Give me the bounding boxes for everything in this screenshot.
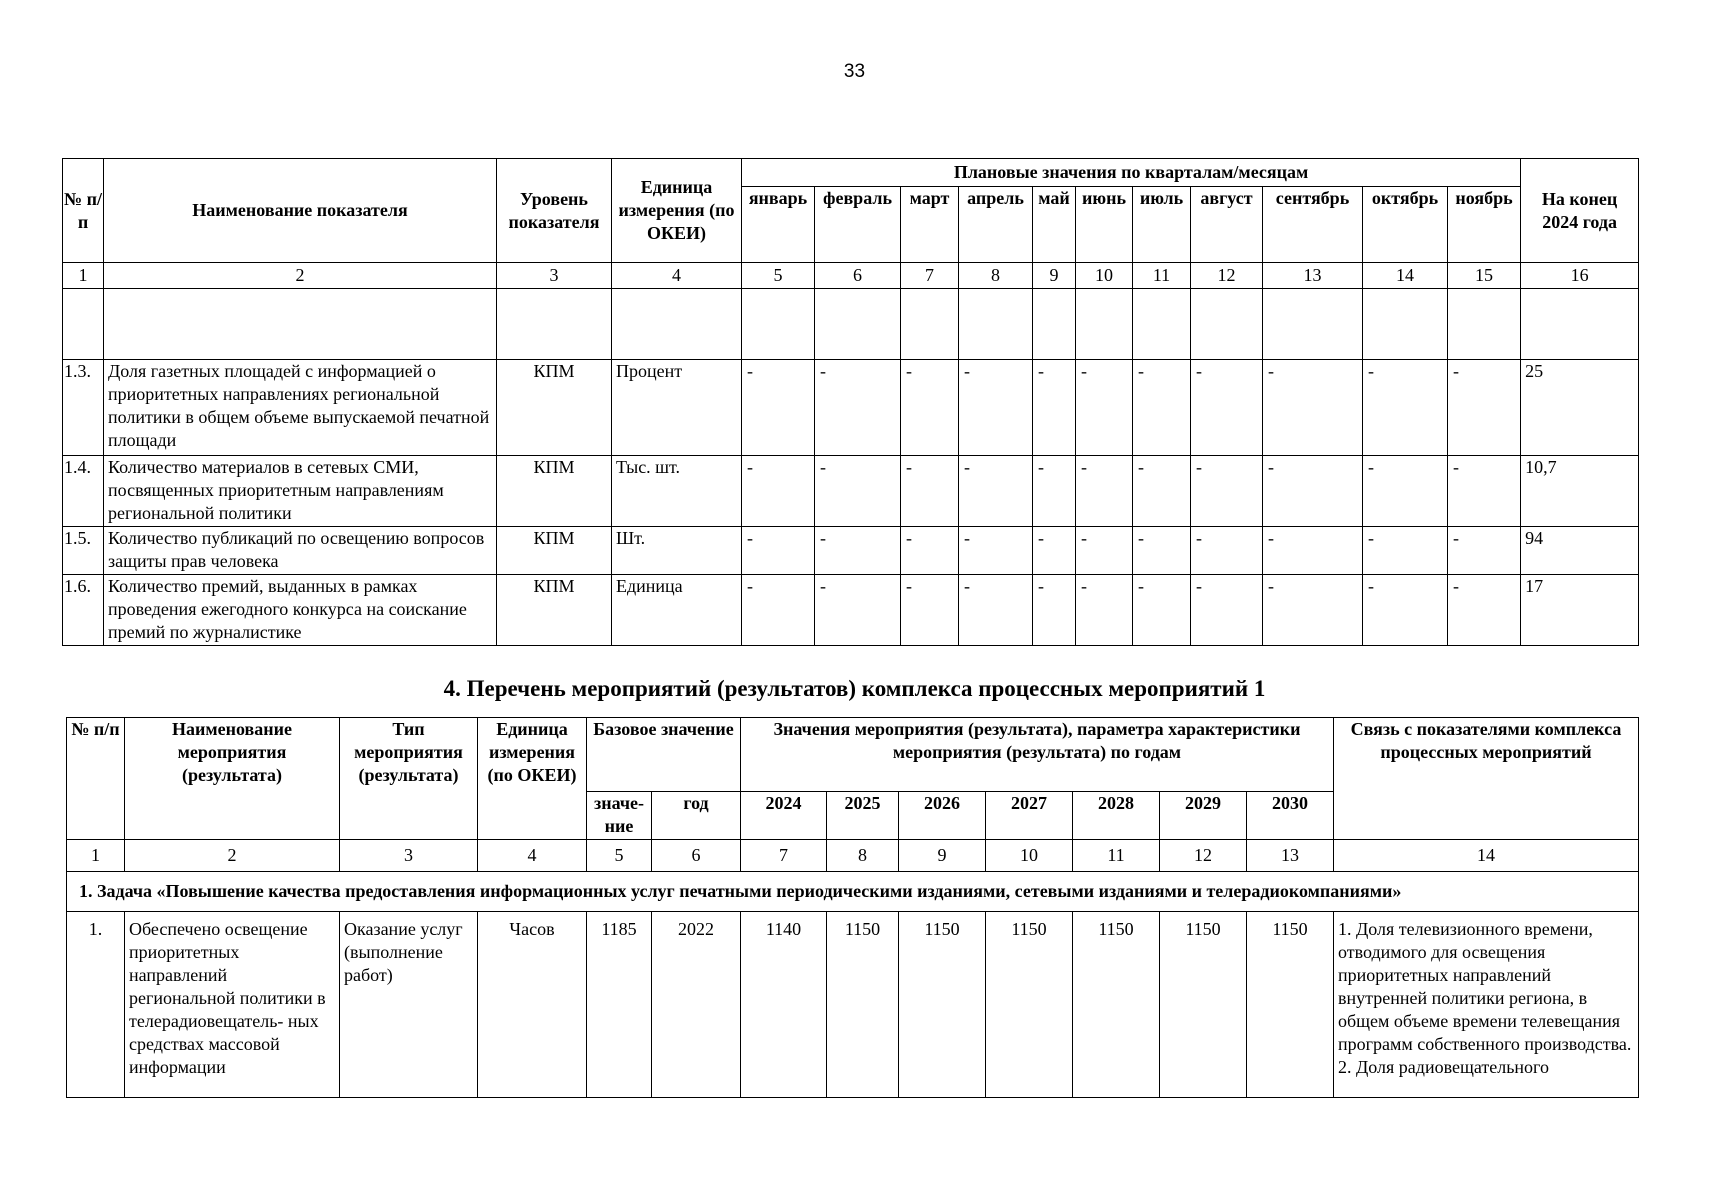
month-value: - — [1363, 575, 1448, 646]
month-value: - — [1191, 456, 1263, 527]
row-type: Оказание услуг (выполнение работ) — [340, 912, 478, 1098]
column-number: 3 — [497, 263, 612, 289]
month-value: - — [1448, 527, 1521, 575]
column-number: 12 — [1160, 840, 1247, 872]
year-value: 1150 — [1247, 912, 1334, 1098]
month-value: - — [1191, 575, 1263, 646]
header-month: январь — [742, 187, 815, 263]
row-link: 1. Доля телевизионного времени, отводимого для освещения приоритетных направлений внутренней политики региона, в общем объеме времени телевещания программ собственного производства. 2. Доля радиовещательного — [1334, 912, 1639, 1098]
column-number: 11 — [1133, 263, 1191, 289]
month-value: - — [742, 575, 815, 646]
month-value: - — [1076, 575, 1133, 646]
section-title: 4. Перечень мероприятий (результатов) комплекса процессных мероприятий 1 — [443, 676, 1266, 701]
month-value: - — [1191, 360, 1263, 456]
month-value: - — [959, 360, 1033, 456]
header-num: № п/п — [63, 159, 104, 263]
month-value: - — [815, 360, 901, 456]
month-value: - — [742, 527, 815, 575]
month-value: - — [901, 360, 959, 456]
header-month: июнь — [1076, 187, 1133, 263]
column-number: 16 — [1521, 263, 1639, 289]
row-level: КПМ — [497, 527, 612, 575]
empty-row — [63, 289, 1639, 360]
month-value: - — [959, 575, 1033, 646]
month-value: - — [1448, 575, 1521, 646]
column-number: 14 — [1363, 263, 1448, 289]
month-value: - — [1263, 575, 1363, 646]
month-value: - — [1263, 527, 1363, 575]
month-value: - — [1076, 360, 1133, 456]
header-end-year: На конец 2024 года — [1521, 159, 1639, 263]
page-number: 33 — [843, 61, 866, 82]
row-num: 1.3. — [63, 360, 104, 456]
header-year: 2026 — [899, 792, 986, 840]
column-number: 2 — [104, 263, 497, 289]
month-value: - — [1191, 527, 1263, 575]
month-value: - — [1076, 527, 1133, 575]
year-value: 1140 — [741, 912, 827, 1098]
row-num: 1.6. — [63, 575, 104, 646]
column-number: 2 — [125, 840, 340, 872]
table-row — [63, 575, 1639, 646]
month-value: - — [1363, 456, 1448, 527]
column-number: 8 — [959, 263, 1033, 289]
month-value: - — [901, 575, 959, 646]
header-month: апрель — [959, 187, 1033, 263]
column-number: 12 — [1191, 263, 1263, 289]
column-number: 15 — [1448, 263, 1521, 289]
month-value: - — [1363, 527, 1448, 575]
month-value: - — [1363, 360, 1448, 456]
header-year: 2030 — [1247, 792, 1334, 840]
row-end-value: 10,7 — [1521, 456, 1639, 527]
column-number: 1 — [67, 840, 125, 872]
column-number: 7 — [741, 840, 827, 872]
header-month: июль — [1133, 187, 1191, 263]
row-num: 1. — [67, 912, 125, 1098]
row-name: Количество материалов в сетевых СМИ, посвященных приоритетным направлениям региональной политики — [104, 456, 497, 527]
month-value: - — [1033, 575, 1076, 646]
month-value: - — [901, 527, 959, 575]
row-name: Количество премий, выданных в рамках проведения ежегодного конкурса на соискание премий по журналистике — [104, 575, 497, 646]
month-value: - — [1448, 360, 1521, 456]
month-value: - — [742, 456, 815, 527]
year-value: 1150 — [1073, 912, 1160, 1098]
row-end-value: 25 — [1521, 360, 1639, 456]
month-value: - — [1033, 360, 1076, 456]
row-num: 1.4. — [63, 456, 104, 527]
column-number: 5 — [742, 263, 815, 289]
header-year: 2029 — [1160, 792, 1247, 840]
row-unit: Тыс. шт. — [612, 456, 742, 527]
header-month: март — [901, 187, 959, 263]
month-value: - — [815, 456, 901, 527]
row-end-value: 17 — [1521, 575, 1639, 646]
column-number: 7 — [901, 263, 959, 289]
column-number: 4 — [612, 263, 742, 289]
row-name: Обеспечено освещение приоритетных направлений региональной политики в телерадиовещатель- ных средствах массовой информации — [125, 912, 340, 1098]
column-number: 3 — [340, 840, 478, 872]
year-value: 1150 — [986, 912, 1073, 1098]
column-number: 8 — [827, 840, 899, 872]
month-value: - — [1033, 527, 1076, 575]
column-number: 13 — [1263, 263, 1363, 289]
month-value: - — [1133, 527, 1191, 575]
row-name: Доля газетных площадей с информацией о приоритетных направлениях региональной политики в общем объеме выпускаемой печатной площади — [104, 360, 497, 456]
row-unit: Процент — [612, 360, 742, 456]
month-value: - — [742, 360, 815, 456]
header-month: ноябрь — [1448, 187, 1521, 263]
indicators-table — [62, 158, 1639, 646]
month-value: - — [1076, 456, 1133, 527]
month-value: - — [1133, 456, 1191, 527]
year-value: 1150 — [1160, 912, 1247, 1098]
column-number: 10 — [986, 840, 1073, 872]
header-name: Наименование мероприятия (результата) — [125, 718, 340, 840]
column-number: 9 — [899, 840, 986, 872]
row-level: КПМ — [497, 456, 612, 527]
header-values: Значения мероприятия (результата), параметра характеристики мероприятия (результата) по годам — [741, 718, 1334, 792]
month-value: - — [1033, 456, 1076, 527]
header-base: Базовое значение — [587, 718, 741, 792]
column-number: 5 — [587, 840, 652, 872]
table-row — [63, 456, 1639, 527]
header-planned: Плановые значения по кварталам/месяцам — [742, 159, 1521, 187]
column-number: 4 — [478, 840, 587, 872]
month-value: - — [1263, 456, 1363, 527]
row-level: КПМ — [497, 360, 612, 456]
row-name: Количество публикаций по освещению вопросов защиты прав человека — [104, 527, 497, 575]
header-link: Связь с показателями комплекса процессных мероприятий — [1334, 718, 1639, 840]
header-month: август — [1191, 187, 1263, 263]
column-number: 1 — [63, 263, 104, 289]
year-value: 1150 — [827, 912, 899, 1098]
header-base-value: значе- ние — [587, 792, 652, 840]
row-base-value: 1185 — [587, 912, 652, 1098]
header-month: сентябрь — [1263, 187, 1363, 263]
month-value: - — [959, 456, 1033, 527]
row-end-value: 94 — [1521, 527, 1639, 575]
row-unit: Единица — [612, 575, 742, 646]
month-value: - — [1133, 575, 1191, 646]
header-name: Наименование показателя — [104, 159, 497, 263]
header-type: Тип мероприятия (результата) — [340, 718, 478, 840]
header-month: октябрь — [1363, 187, 1448, 263]
column-number: 11 — [1073, 840, 1160, 872]
header-year: 2027 — [986, 792, 1073, 840]
month-value: - — [959, 527, 1033, 575]
column-number: 10 — [1076, 263, 1133, 289]
header-base-year: год — [652, 792, 741, 840]
column-number: 6 — [652, 840, 741, 872]
year-value: 1150 — [899, 912, 986, 1098]
row-base-year: 2022 — [652, 912, 741, 1098]
header-num: № п/п — [67, 718, 125, 840]
header-month: февраль — [815, 187, 901, 263]
table-row — [67, 912, 1639, 1098]
activities-table — [66, 717, 1639, 1098]
header-year: 2024 — [741, 792, 827, 840]
row-level: КПМ — [497, 575, 612, 646]
row-num: 1.5. — [63, 527, 104, 575]
month-value: - — [1133, 360, 1191, 456]
month-value: - — [1263, 360, 1363, 456]
header-month: май — [1033, 187, 1076, 263]
month-value: - — [901, 456, 959, 527]
table-row — [63, 360, 1639, 456]
header-unit: Единица измерения (по ОКЕИ) — [612, 159, 742, 263]
row-unit: Часов — [478, 912, 587, 1098]
column-number: 6 — [815, 263, 901, 289]
row-unit: Шт. — [612, 527, 742, 575]
table-row — [63, 527, 1639, 575]
header-unit: Единица измерения (по ОКЕИ) — [478, 718, 587, 840]
column-number: 9 — [1033, 263, 1076, 289]
header-level: Уровень показателя — [497, 159, 612, 263]
task-row: 1. Задача «Повышение качества предоставления информационных услуг печатными периодическими изданиями, сетевыми изданиями и телерадиокомпаниями» — [67, 872, 1639, 912]
column-number: 14 — [1334, 840, 1639, 872]
month-value: - — [815, 575, 901, 646]
header-year: 2028 — [1073, 792, 1160, 840]
month-value: - — [815, 527, 901, 575]
column-number: 13 — [1247, 840, 1334, 872]
month-value: - — [1448, 456, 1521, 527]
header-year: 2025 — [827, 792, 899, 840]
